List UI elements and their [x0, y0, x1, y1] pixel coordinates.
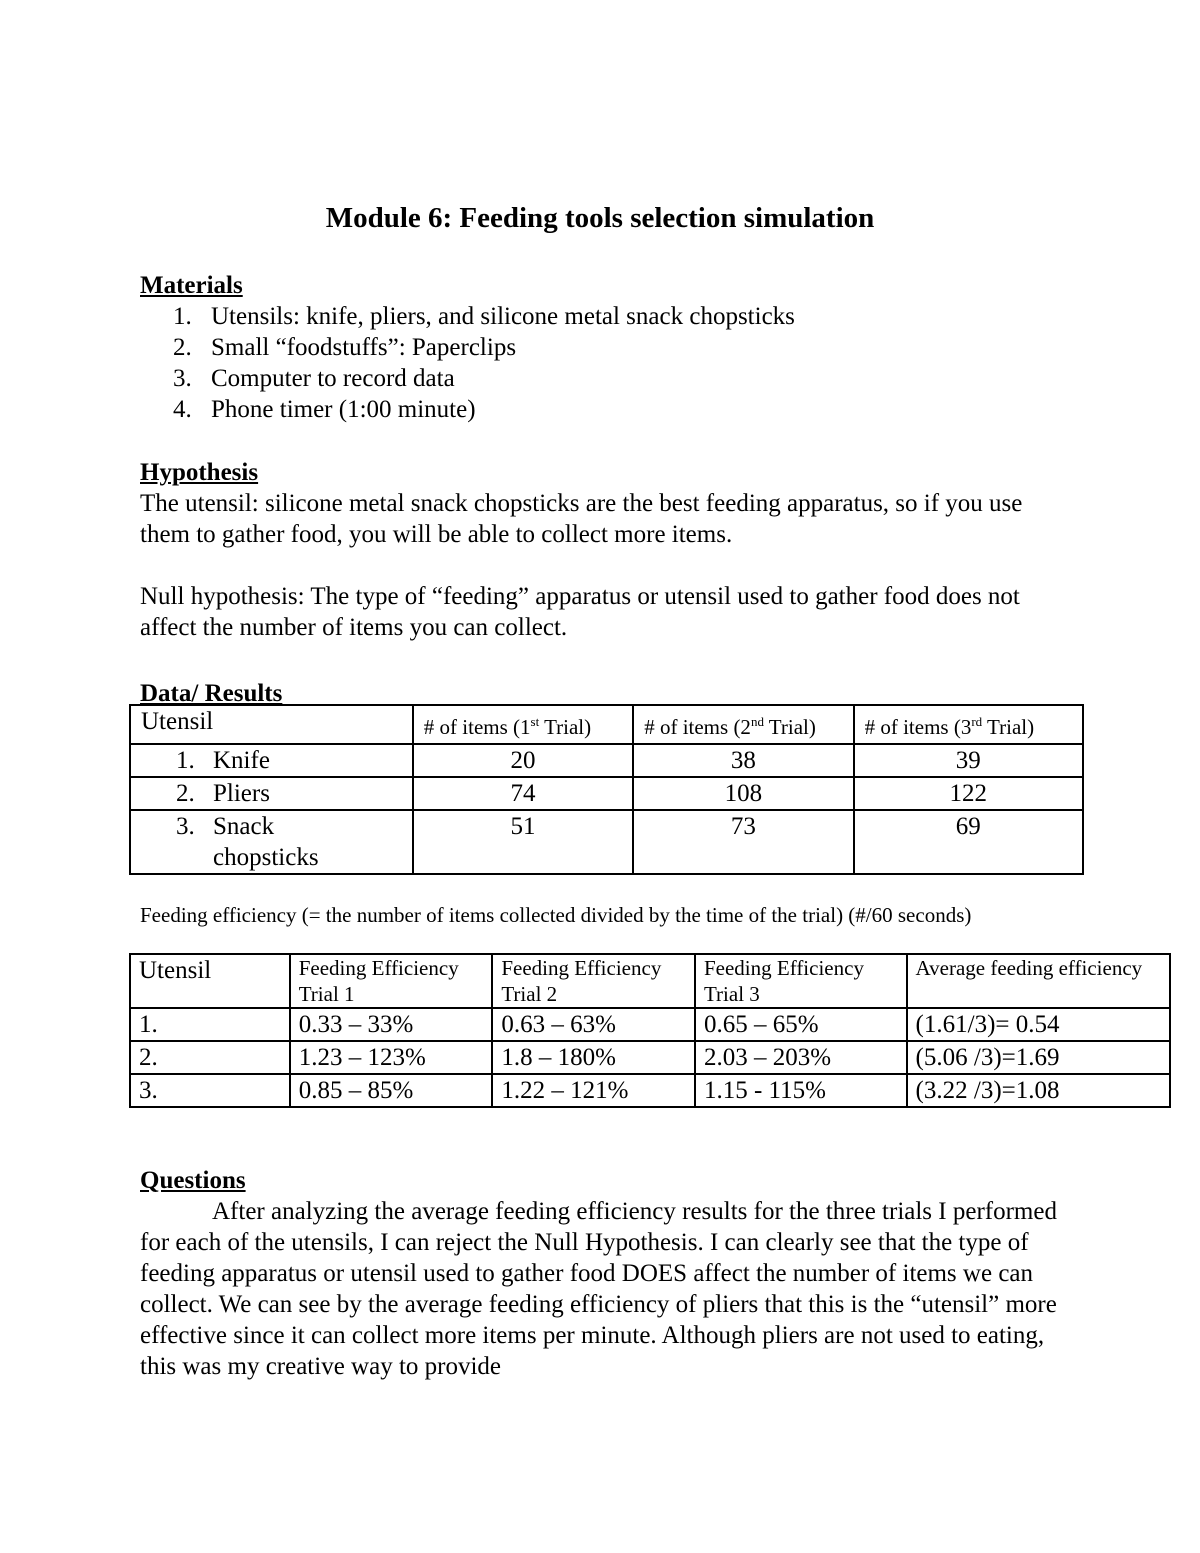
- trial-2-cell: 38: [633, 744, 853, 777]
- page-title: Module 6: Feeding tools selection simulation: [325, 202, 875, 234]
- header-utensil: Utensil: [130, 954, 290, 1008]
- table-row: [130, 777, 1083, 810]
- trial-1-cell: 51: [413, 810, 633, 874]
- eff-trial-1-cell: 1.23 – 123%: [290, 1041, 493, 1074]
- table-row: [130, 1041, 1170, 1074]
- eff-trial-1-cell: 0.85 – 85%: [290, 1074, 493, 1107]
- data-results-heading: Data/ Results: [140, 680, 283, 707]
- header-trial-2: # of items (2nd Trial): [633, 705, 853, 744]
- efficiency-caption: Feeding efficiency (= the number of items collected divided by the time of the trial) (#/60 seconds): [140, 903, 972, 927]
- list-item: 1. Utensils: knife, pliers, and silicone metal snack chopsticks: [173, 303, 795, 330]
- utensil-num-cell: 2.: [130, 1041, 290, 1074]
- table-header-row: [130, 954, 1170, 1008]
- header-eff-trial-2: Feeding Efficiency Trial 2: [492, 954, 695, 1008]
- eff-trial-1-cell: 0.33 – 33%: [290, 1008, 493, 1041]
- hypothesis-heading: Hypothesis: [140, 459, 259, 486]
- table-row: [130, 1008, 1170, 1041]
- items-table: [129, 704, 1084, 875]
- header-eff-trial-1: Feeding Efficiency Trial 1: [290, 954, 493, 1008]
- questions-text: After analyzing the average feeding efficiency results for the three trials I performed for each of the utensils, I can reject the Null Hypothesis. I can clearly see that the type of feeding apparatus or utensil used to gather food DOES affect the number of items we can collect. We can see by the average feeding efficiency of pliers that this is the “utensil” more effective since it can collect more items per minute. Although pliers are not used to eating, this was my creative way to provide: [140, 1198, 1057, 1380]
- trial-2-cell: 73: [633, 810, 853, 874]
- trial-1-cell: 20: [413, 744, 633, 777]
- hypothesis-text: The utensil: silicone metal snack chopsticks are the best feeding apparatus, so if you use them to gather food, you will be able to collect more items.: [140, 490, 1023, 548]
- eff-trial-3-cell: 2.03 – 203%: [695, 1041, 907, 1074]
- average-cell: (3.22 /3)=1.08: [907, 1074, 1170, 1107]
- header-trial-1: # of items (1st Trial): [413, 705, 633, 744]
- list-item: 4. Phone timer (1:00 minute): [173, 396, 476, 423]
- trial-3-cell: 69: [854, 810, 1083, 874]
- utensil-num-cell: 3.: [130, 1074, 290, 1107]
- header-trial-3: # of items (3rd Trial): [854, 705, 1083, 744]
- table-row: [130, 810, 1083, 874]
- materials-list: [140, 301, 1040, 425]
- efficiency-table: [129, 953, 1171, 1108]
- utensil-cell: 1. Knife: [130, 744, 413, 777]
- average-cell: (5.06 /3)=1.69: [907, 1041, 1170, 1074]
- header-utensil: Utensil: [130, 705, 413, 744]
- table-header-row: [130, 705, 1083, 744]
- hypothesis-section: [140, 457, 1040, 643]
- eff-trial-2-cell: 1.8 – 180%: [492, 1041, 695, 1074]
- null-hypothesis-text: Null hypothesis: The type of “feeding” apparatus or utensil used to gather food does not affect the number of items you can collect.: [140, 583, 1020, 641]
- utensil-cell: 3. Snack chopsticks: [130, 810, 413, 874]
- trial-3-cell: 39: [854, 744, 1083, 777]
- questions-heading: Questions: [140, 1167, 246, 1194]
- trial-3-cell: 122: [854, 777, 1083, 810]
- table-row: [130, 1074, 1170, 1107]
- list-item: 2. Small “foodstuffs”: Paperclips: [173, 334, 517, 361]
- questions-section: [140, 1165, 1060, 1382]
- header-average: Average feeding efficiency: [907, 954, 1170, 1008]
- eff-trial-2-cell: 1.22 – 121%: [492, 1074, 695, 1107]
- average-cell: (1.61/3)= 0.54: [907, 1008, 1170, 1041]
- eff-trial-3-cell: 1.15 - 115%: [695, 1074, 907, 1107]
- header-eff-trial-3: Feeding Efficiency Trial 3: [695, 954, 907, 1008]
- trial-2-cell: 108: [633, 777, 853, 810]
- utensil-num-cell: 1.: [130, 1008, 290, 1041]
- materials-heading: Materials: [140, 272, 243, 299]
- eff-trial-2-cell: 0.63 – 63%: [492, 1008, 695, 1041]
- utensil-cell: 2. Pliers: [130, 777, 413, 810]
- eff-trial-3-cell: 0.65 – 65%: [695, 1008, 907, 1041]
- materials-section: [140, 270, 1040, 425]
- trial-1-cell: 74: [413, 777, 633, 810]
- list-item: 3. Computer to record data: [173, 365, 455, 392]
- table-row: [130, 744, 1083, 777]
